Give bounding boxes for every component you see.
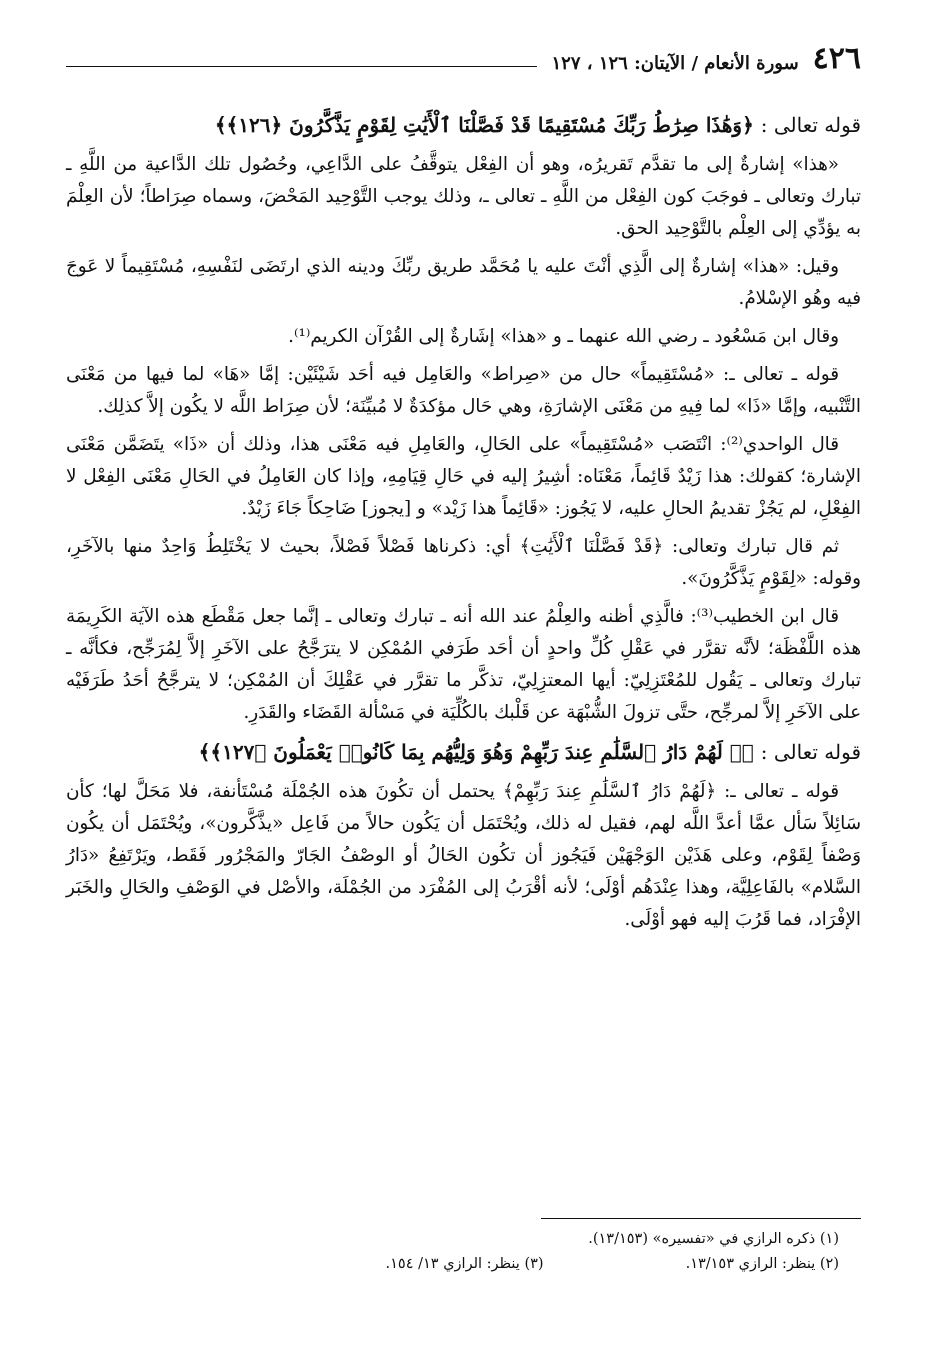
paragraph: قوله ـ تعالى ـ: «مُسْتَقِيماً» حال من «صِراط» والعَامِل فيه أحَد شَيْئَيْن: إمَّا «هَا» لما فيها من مَعْنَى التَّنْبيه، وإمَّا «ذَا» لما فِيهِ من مَعْنَى الإشارَةِ، وهي حَال مؤكدَةٌ لا مُبيِّنَة؛ لأن صِرَاط اللَّه لا يكُون إلاَّ كذلِك. <box>66 364 861 418</box>
paragraph: قال ابن الخطيب⁽³⁾: فالَّذِي أظنه والعِلْمُ عند الله أنه ـ تبارك وتعالى ـ إنَّما جعل مَقْطَع هذه الآيَة الكَرِيمَة هذه اللَّفْظَة؛ لأنَّه تقرَّر في عَقْلِ كُلِّ واحدٍ أن أحَد طَرَفي المُمْكِن لا يترَجَّحُ على الآخَرِ إلاَّ لِمُرَجِّح، فكأنَّه ـ تبارك وتعالى ـ يَقُول للمُعْتَزِلِيّ: أيها المعتزِلِيّ، تذكَّر ما تقرَّر في عَقْلِكَ أن المُمْكِن؛ لا يترجَّحُ أحَدُ طَرَفَيْه على الآخَرِ إلاَّ لمرجِّح، حتَّى تزولَ الشُّبْهَة عن قَلْبك بالكُلِّيَة في مَسْألة القَضَاء والقَدَرِ. <box>66 606 861 724</box>
paragraph: ثم قال تبارك وتعالى: ﴿قَدْ فَصَّلْنَا ٱلْأَيَٰتِ﴾ أي: ذكرناها فَصْلاً فَصْلاً، بحيث لا يَخْتَلِطُ وَاحِدٌ منها بالآخَرِ، وقوله: «لِقَوْمٍ يَذَّكَّرُونَ». <box>66 536 861 590</box>
verse-heading-lead: قوله تعالى : <box>760 113 861 137</box>
paragraph: «هذا» إشارةٌ إلى ما تقدَّم تَقريرُه، وهو أن الفِعْل يتوقَّفُ على الدَّاعِي، وحُصُول تلك الدَّاعية من اللَّهِ ـ تبارك وتعالى ـ فوجَبَ كون الفِعْل من اللَّهِ ـ تعالى ـ، وذلك يوجب التَّوْحِيد المَحْضَ، وسماه صِرَاطاً؛ لأن العِلْمَ به يؤدِّي إلى العِلْم بالتَّوْحِيد الحق. <box>66 154 861 240</box>
footnote-1: (١) ذكره الرازي في «تفسيره» (١٣/١٥٣). <box>588 1231 839 1247</box>
footnote-3: (٣) ينظر: الرازي ١٣/ ١٥٤. <box>385 1255 544 1272</box>
page-header <box>66 28 861 74</box>
footnote-row <box>66 1252 861 1277</box>
paragraph: قال الواحدي⁽²⁾: انْتَصَب «مُسْتَقِيماً» على الحَالِ، والعَامِلِ فيه مَعْنَى هذا، وذلك أن «ذَا» يتَضَمَّن مَعْنَى الإشارة؛ كقولك: هذا زَيْدٌ قَائِماً، مَعْنَاه: أشِيرُ إليه في حَالِ قِيَامِهِ، وإذا كان العَامِلُ في الحَالِ مَعْنَى الفِعْل لا الفِعْلِ، لم يَجُزْ تقديمُ الحالِ عليه، لا يَجُوز: «قَائِماً هذا زَيْد» و [يجوز] ضَاحِكاً جَاءَ زَيْدٌ. <box>66 434 861 520</box>
verse-heading-126 <box>66 108 861 143</box>
running-title: سورة الأنعام / الآيتان: ١٢٦ ، ١٢٧ <box>551 53 799 74</box>
header-rule <box>66 66 537 67</box>
paragraph: وقيل: «هذا» إشارةٌ إلى الَّذِي أنْتَ عليه يا مُحَمَّد طريق ربِّكَ ودينه الذي ارتَضَى لنَفْسِهِ، مُسْتَقِيماً لا عَوجَ فيه وهُو الإسْلامُ. <box>66 256 861 310</box>
page-body <box>66 108 861 936</box>
page-number: ٤٢٦ <box>812 41 861 76</box>
footnote-rule <box>541 1218 861 1219</box>
verse-text: ﴿وَهَٰذَا صِرَٰطُ رَبِّكَ مُسْتَقِيمًا قَدْ فَصَّلْنَا ٱلْأَيَٰتِ لِقَوْمٍ يَذَّكَّرُونَ ﴿١٢٦﴾﴾ <box>214 113 754 137</box>
footnotes <box>66 1218 861 1276</box>
verse-text: ﴿۞ لَهُمْ دَارُ ٱلسَّلَٰمِ عِندَ رَبِّهِمْ وَهُوَ وَلِيُّهُم بِمَا كَانُوا۟ يَعْمَلُونَ ﴿١٢٧﴾﴾ <box>198 740 754 765</box>
footnote-2: (٢) ينظر: الرازي ١٣/١٥٣. <box>685 1255 839 1272</box>
verse-heading-127 <box>66 735 861 770</box>
paragraph: وقال ابن مَسْعُود ـ رضي الله عنهما ـ و «هذا» إشَارةٌ إلى القُرْآن الكريم⁽¹⁾. <box>288 326 839 348</box>
verse-heading-lead: قوله تعالى : <box>760 740 861 765</box>
paragraph: قوله ـ تعالى ـ: ﴿لَهُمْ دَارُ ٱلسَّلَٰمِ عِندَ رَبِّهِمْ﴾ يحتمل أن تكُونَ هذه الجُمْلَة مُسْتَأنفة، فلا مَحَلَّ لها؛ كأن سَائِلاً سَأل عمَّا أعدَّ اللَّه لهم، فقيل له ذلك، ويُحْتَمَل أن يَكُون حالاً من فَاعِل «يذَّكَّرون»، ويُحْتَمَل أن يكُون وَصْفاً لِقَوْم، وعلى هَذَيْن الوَجْهَيْن فَيَجُوز أن تكُون الحَالُ أو الوصْفُ الجَارّ والمَجْرُور فَقَط، ويَرْتَفِعُ «دَارُ السَّلام» بالفَاعِلِيَّة، وهذا عِنْدَهُم أوْلَى؛ لأنه أقْرَبُ إلى المُفْرَد من الجُمْلَة، والأصْل في الوَصْفِ والحَالِ والخَبَر الإفْرَاد، فما قَرُبَ إليه فهو أوْلَى. <box>66 781 861 931</box>
